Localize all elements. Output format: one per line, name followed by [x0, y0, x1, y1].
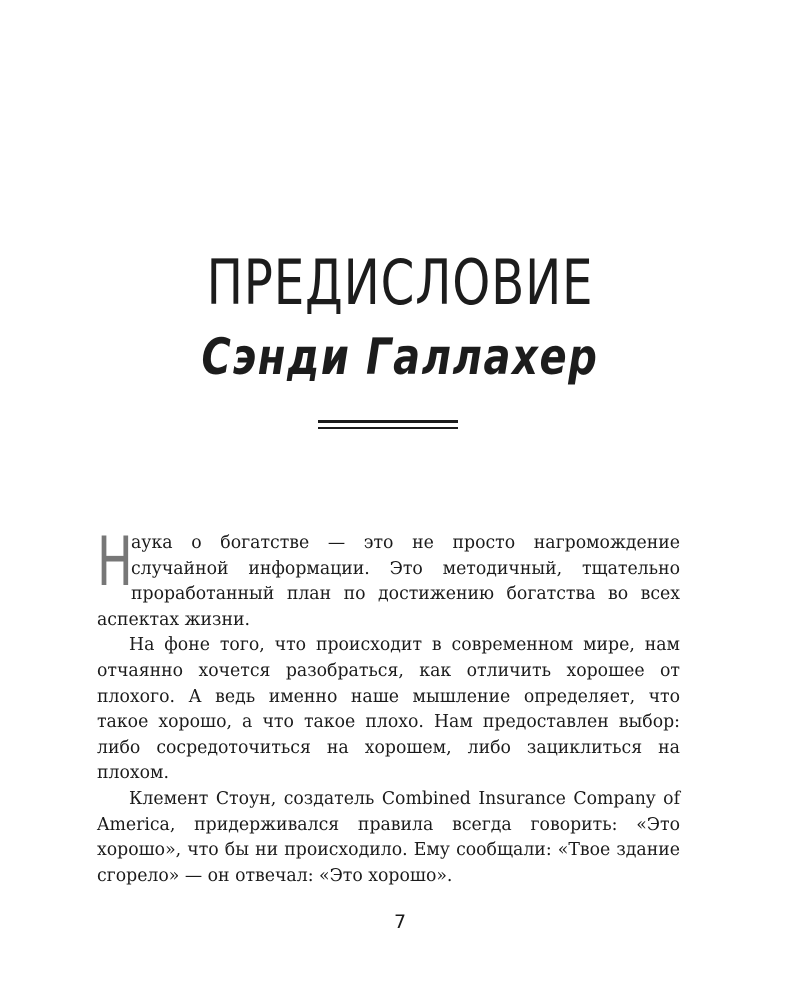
- title-divider-thick: [318, 420, 458, 423]
- paragraph-3: Клемент Стоун, создатель Combined Insurance Company of America, придерживался правила всегда говорить: «Это хорошо», что бы ни происходило. Ему сообщали: «Твое здание сгорело» — он отвечал: «Это хорошо».: [97, 788, 680, 886]
- chapter-author: Сэнди Галлахер: [201, 328, 599, 386]
- paragraph-2: На фоне того, что происходит в современном мире, нам отчаянно хочется разобраться, как отличить хорошее от плохого. А ведь именно наше мышление определяет, что такое хорошо, а что такое плохо. Нам предоставлен выбор: либо сосредоточиться на хорошем, либо зациклиться на плохом.: [97, 635, 680, 784]
- page-number: 7: [393, 911, 407, 933]
- paragraph-1-text: аука о богатстве — это не просто нагромождение случайной информации. Это методичный, тщательно проработанный план по достижению богатства во всех аспектах жизни.: [97, 533, 680, 630]
- title-divider-thin: [318, 427, 458, 429]
- drop-cap: Н: [97, 523, 133, 602]
- body-text: [97, 523, 680, 889]
- chapter-title: ПРЕДИСЛОВИЕ: [206, 246, 594, 319]
- paragraph-1: [97, 523, 680, 633]
